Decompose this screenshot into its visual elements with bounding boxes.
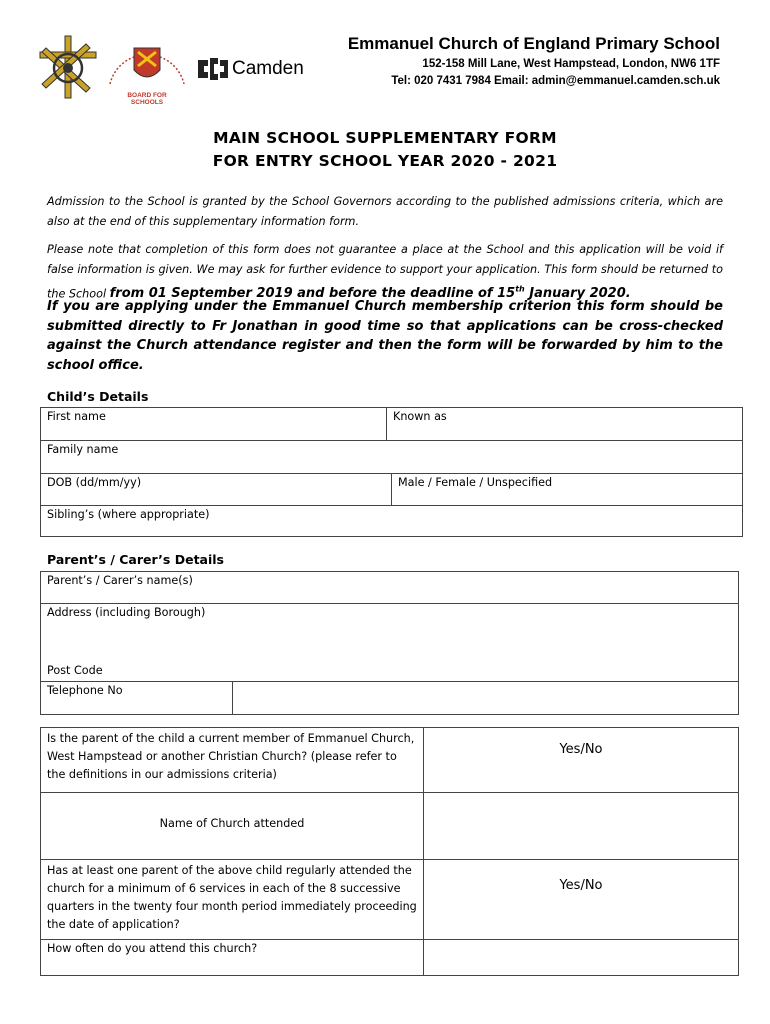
post-code-label: Post Code — [47, 664, 103, 677]
attendance-question — [40, 859, 424, 940]
parent-details-heading: Parent’s / Carer’s Details — [47, 552, 224, 567]
family-name-label: Family name — [47, 443, 119, 456]
intro-paragraph-2-text: Please note that completion of this form does not guarantee a place at the School and this application will be void if false information is given. We may ask for further evidence to support your application. This form should be returned to the School — [47, 243, 723, 301]
attendance-yes-no: Yes/No — [559, 878, 603, 893]
address-field[interactable] — [40, 603, 739, 682]
first-name-field[interactable] — [40, 407, 387, 441]
attendance-question-text: Has at least one parent of the above child regularly attended the church for a minimum of 6 services in each of the 8 successive quarters in the twenty four month period immediately proceeding the date of application? — [47, 864, 417, 931]
church-name-label-cell — [40, 792, 424, 860]
parent-name-label: Parent’s / Carer’s name(s) — [47, 574, 193, 587]
intro-paragraph-3: If you are applying under the Emmanuel Church membership criterion this form should be submitted directly to Fr Jonathan in good time so that applications can be cross-checked against the Church attendance register and then the form will be forwarded by him to the school office. — [47, 299, 723, 373]
church-name-label: Name of Church attended — [159, 817, 305, 830]
telephone-field[interactable] — [232, 681, 739, 715]
deadline-end: January 2020. — [524, 286, 631, 302]
gender-field[interactable] — [391, 473, 743, 506]
church-member-yes-no: Yes/No — [559, 742, 603, 757]
telephone-label: Telephone No — [47, 684, 123, 697]
attend-frequency-label-cell — [40, 939, 424, 976]
attend-frequency-label: How often do you attend this church? — [47, 942, 258, 955]
church-member-question-text: Is the parent of the child a current member of Emmanuel Church, West Hampstead or another Christian Church? (please refer to the definitions in our admissions criteria) — [47, 732, 415, 781]
telephone-label-cell — [40, 681, 233, 715]
diocese-shield-icon — [104, 34, 190, 94]
address-label: Address (including Borough) — [47, 606, 206, 619]
church-name-field[interactable] — [423, 792, 739, 860]
gender-label: Male / Female / Unspecified — [398, 476, 553, 489]
diocese-logo — [104, 34, 190, 106]
deadline-start: from 01 September 2019 and before the deadline of 15 — [109, 286, 516, 302]
dob-field[interactable] — [40, 473, 392, 506]
siblings-label: Sibling’s (where appropriate) — [47, 508, 210, 521]
diocese-logo-subtext: BOARD FOR SCHOOLS — [127, 92, 167, 106]
parent-name-field[interactable] — [40, 571, 739, 604]
school-name: Emmanuel Church of England Primary School — [347, 34, 720, 53]
form-title-line2: FOR ENTRY SCHOOL YEAR 2020 - 2021 — [212, 152, 558, 170]
church-member-question — [40, 727, 424, 793]
deadline-sup: th — [515, 285, 525, 294]
attend-frequency-field[interactable] — [423, 939, 739, 976]
intro-paragraph-2 — [47, 240, 723, 304]
family-name-field[interactable] — [40, 440, 743, 474]
intro-paragraph-1: Admission to the School is granted by the School Governors according to the published admissions criteria, which are also at the end of this supplementary information form. — [47, 195, 723, 228]
church-member-answer[interactable] — [423, 727, 739, 793]
camden-logo-icon — [196, 56, 230, 82]
siblings-field[interactable] — [40, 505, 743, 537]
attendance-answer[interactable] — [423, 859, 739, 940]
emmanuel-church-logo — [32, 34, 104, 102]
form-title-line1: MAIN SCHOOL SUPPLEMENTARY FORM — [213, 129, 557, 147]
child-details-heading: Child’s Details — [47, 389, 149, 404]
camden-logo-text: Camden — [232, 58, 304, 79]
school-address: 152-158 Mill Lane, West Hampstead, London, NW6 1TF — [422, 58, 720, 70]
known-as-field[interactable] — [386, 407, 743, 441]
first-name-label: First name — [47, 410, 106, 423]
dob-label: DOB (dd/mm/yy) — [47, 476, 142, 489]
school-contact: Tel: 020 7431 7984 Email: admin@emmanuel.camden.sch.uk — [391, 75, 720, 87]
known-as-label: Known as — [393, 410, 447, 423]
